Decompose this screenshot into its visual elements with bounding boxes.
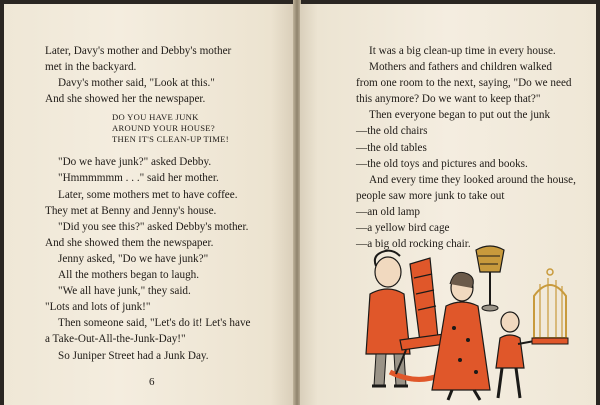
text-line: —a big old rocking chair. [356,238,471,251]
text-line: Then everyone began to put out the junk [369,109,551,122]
text-line: —the old tables [356,141,427,154]
text-line: Then someone said, "Let's do it! Let's have [58,317,251,330]
text-line: —a yellow bird cage [356,222,450,235]
text-line: —the old chairs [356,125,428,138]
newspaper-headline [45,112,251,145]
headline-line: THEN IT'S CLEAN-UP TIME! [112,134,229,145]
page-number: 6 [149,376,155,388]
right-page [300,4,596,405]
text-line: met in the backyard. [45,61,137,74]
text-line: —an old lamp [356,205,421,218]
text-line: a Take-Out-All-the-Junk-Day!" [45,333,186,346]
bird-cage [532,269,568,344]
text-line: "We all have junk," they said. [58,285,191,298]
headline-line: DO YOU HAVE JUNK [112,112,199,123]
text-line: And she showed her the newspaper. [45,93,206,106]
text-line: "Did you see this?" asked Debby's mother. [58,220,249,233]
text-line: "Hmmmmmm . . ." said her mother. [58,172,219,185]
text-line: "Lots and lots of junk!" [45,301,151,314]
text-line: from one room to the next, saying, "Do we need [356,77,572,90]
text-line: Later, some mothers met to have coffee. [58,188,238,201]
text-line: "Do we have junk?" asked Debby. [58,156,212,169]
left-page-text [45,43,251,364]
old-lamp [476,246,504,311]
text-line: It was a big clean-up time in every house. [369,45,556,57]
text-line: Mothers and fathers and children walked [369,61,552,74]
right-page-text [356,43,576,252]
text-line: Later, Davy's mother and Debby's mother [45,45,232,57]
text-line: Jenny asked, "Do we have junk?" [58,252,209,265]
family-junk-illustration [350,244,590,404]
text-line: Davy's mother said, "Look at this." [58,77,215,90]
text-line: this anymore? Do we want to keep that?" [356,93,541,106]
text-line: And she showed them the newspaper. [45,236,214,249]
woman-figure [432,272,490,400]
text-line: They met at Benny and Jenny's house. [45,204,217,217]
headline-line: AROUND YOUR HOUSE? [112,123,215,134]
text-line: All the mothers began to laugh. [58,269,200,282]
man-figure [366,251,410,386]
text-line: So Juniper Street had a Junk Day. [58,349,209,362]
text-line: people saw more junk to take out [356,189,505,202]
text-line: —the old toys and pictures and books. [356,157,528,170]
text-line: And every time they looked around the house, [369,173,576,186]
left-page [4,4,294,405]
